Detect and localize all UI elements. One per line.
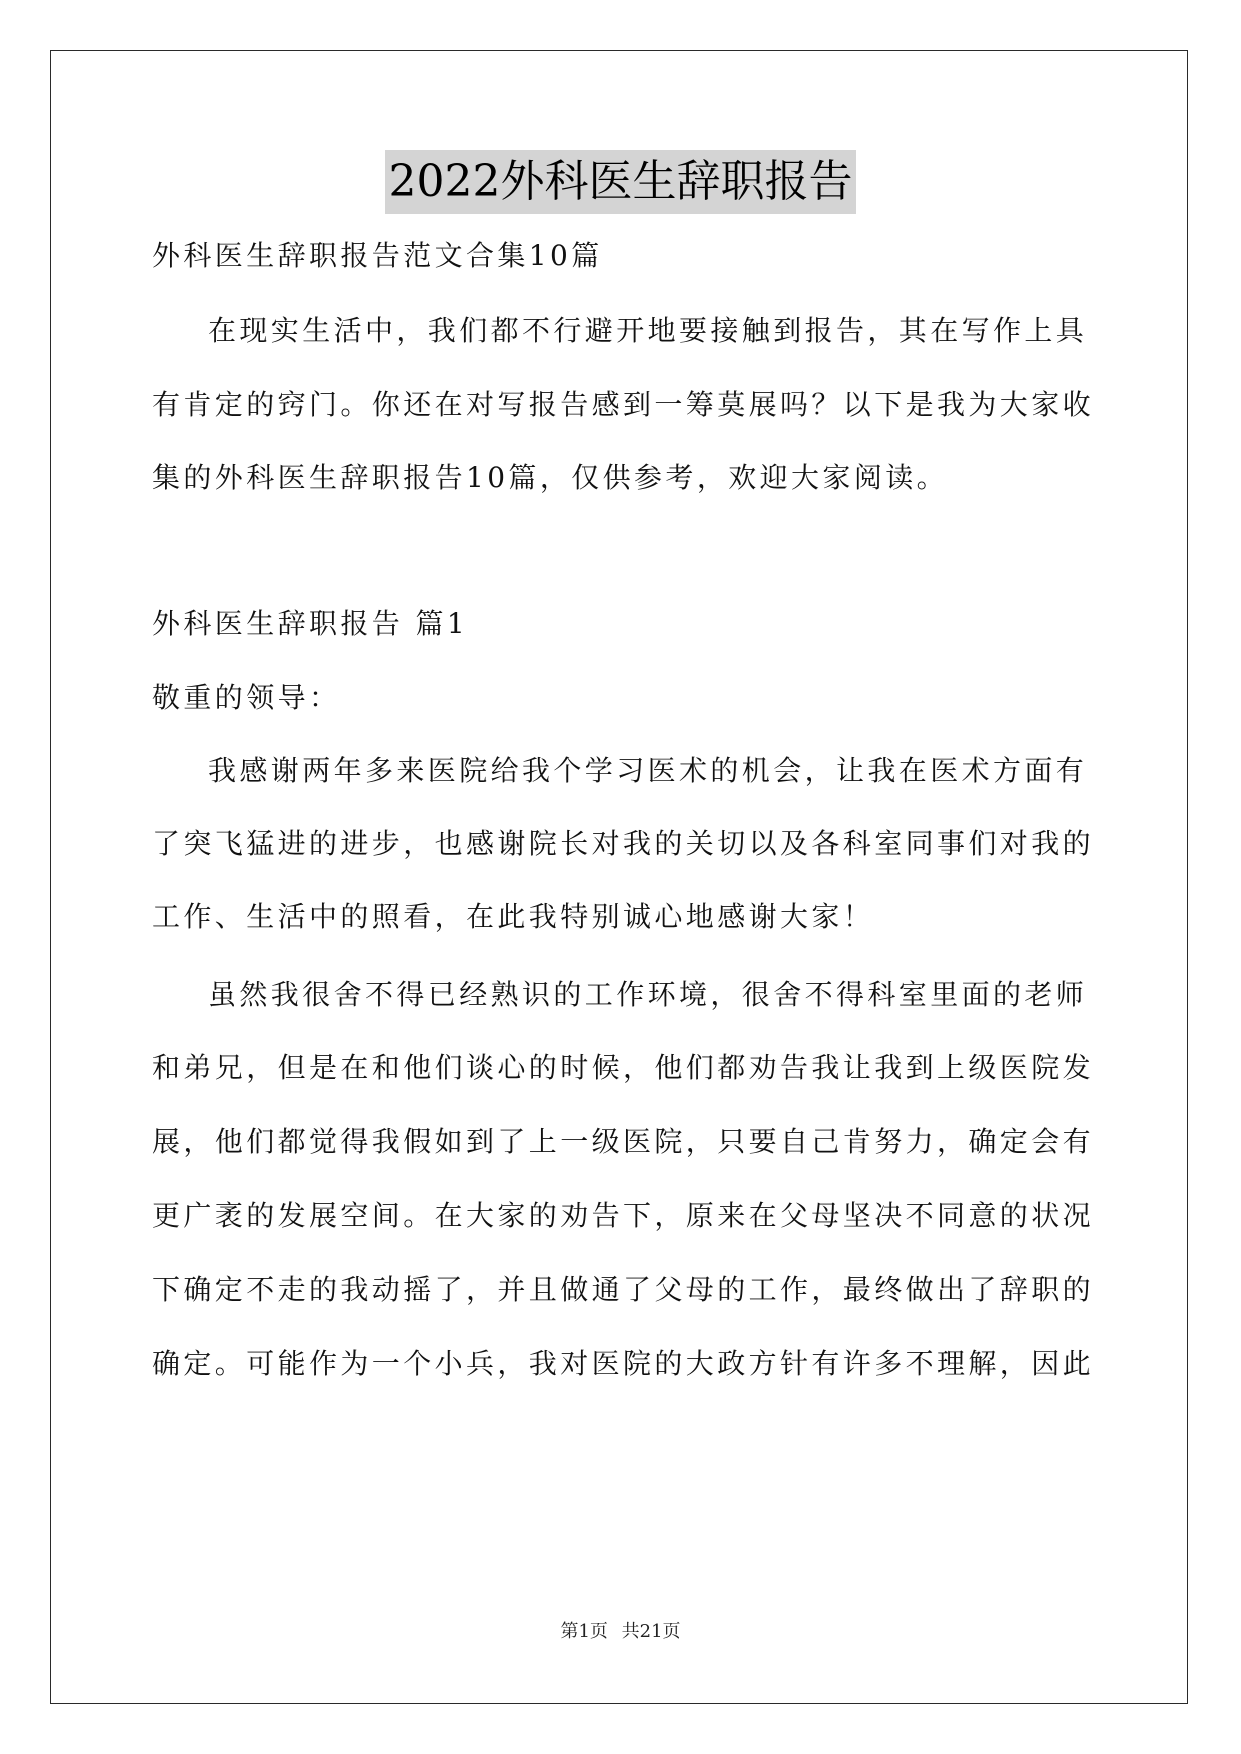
paragraph2-line-2: 和弟兄，但是在和他们谈心的时候，他们都劝告我让我到上级医院发 — [152, 1051, 1095, 1084]
paragraph2-line-6: 确定。可能作为一个小兵，我对医院的大政方针有许多不理解，因此 — [152, 1347, 1095, 1380]
document-title: 2022外科医生辞职报告 — [385, 150, 857, 214]
paragraph2-line-1: 虽然我很舍不得已经熟识的工作环境，很舍不得科室里面的老师 — [208, 978, 1088, 1011]
page-number: 第1页 — [560, 1621, 608, 1642]
paragraph1-line-3: 工作、生活中的照看，在此我特别诚心地感谢大家！ — [152, 900, 875, 933]
paragraph1-line-1: 我感谢两年多来医院给我个学习医术的机会，让我在医术方面有 — [208, 754, 1088, 787]
total-pages: 共21页 — [621, 1621, 681, 1642]
paragraph2-line-3: 展，他们都觉得我假如到了上一级医院，只要自己肯努力，确定会有 — [152, 1125, 1095, 1158]
page-border — [50, 50, 1188, 1704]
collection-heading: 外科医生辞职报告范文合集10篇 — [152, 239, 603, 272]
title-container — [0, 150, 1241, 214]
intro-line-1: 在现实生活中，我们都不行避开地要接触到报告，其在写作上具 — [208, 314, 1088, 347]
paragraph2-line-5: 下确定不走的我动摇了，并且做通了父母的工作，最终做出了辞职的 — [152, 1273, 1095, 1306]
intro-line-3: 集的外科医生辞职报告10篇，仅供参考，欢迎大家阅读。 — [152, 461, 949, 494]
paragraph1-line-2: 了突飞猛进的进步，也感谢院长对我的关切以及各科室同事们对我的 — [152, 827, 1095, 860]
page-footer — [0, 1620, 1241, 1644]
paragraph2-line-4: 更广袤的发展空间。在大家的劝告下，原来在父母坚决不同意的状况 — [152, 1199, 1095, 1232]
section-heading: 外科医生辞职报告 篇1 — [152, 607, 469, 640]
intro-line-2: 有肯定的窍门。你还在对写报告感到一筹莫展吗？以下是我为大家收 — [152, 388, 1095, 421]
salutation: 敬重的领导： — [152, 681, 341, 714]
